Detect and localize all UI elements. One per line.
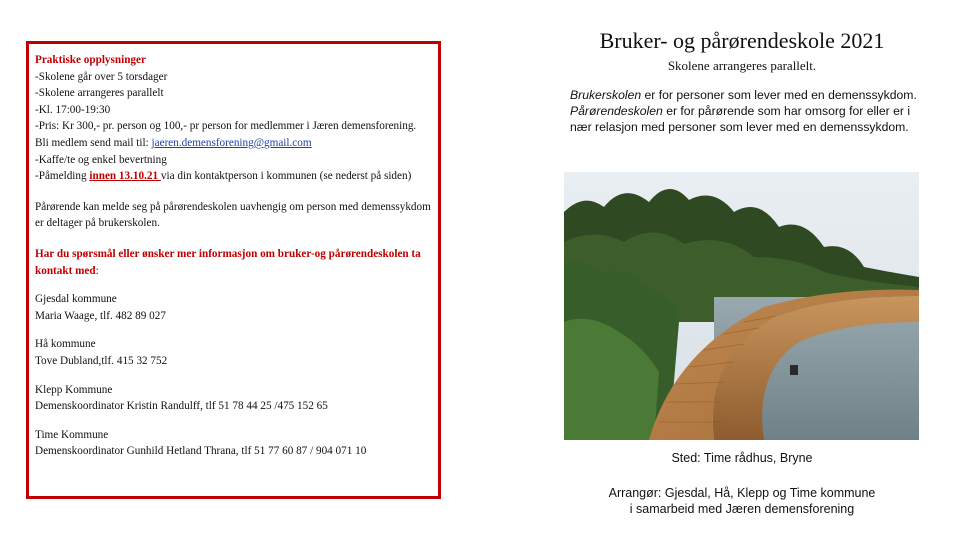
brukerskolen-text: er for personer som lever med en demenssykdom. bbox=[641, 88, 917, 102]
organizers-line: Arrangør: Gjesdal, Hå, Klepp og Time kommune bbox=[608, 486, 876, 500]
signup-deadline: innen 13.10.21 bbox=[89, 170, 161, 183]
parorendeskolen-text: er for pårørende som har omsorg for eller er i nær relasjon med personer som lever med en demenssykdom. bbox=[570, 103, 911, 134]
page-title: Bruker- og pårørendeskole 2021 bbox=[599, 28, 885, 53]
organizers-line: i samarbeid med Jæren demensforening bbox=[629, 502, 855, 516]
practical-info-heading: Praktiske opplysninger bbox=[35, 54, 146, 66]
questions-heading-line bbox=[35, 246, 432, 279]
contact-municipality: Gjesdal kommune bbox=[35, 293, 117, 306]
contact-person: Demenskoordinator Gunhild Hetland Thrana, tlf 51 77 60 87 / 904 071 10 bbox=[35, 445, 367, 458]
page-subtitle: Skolene arrangeres parallelt. bbox=[667, 58, 817, 73]
questions-colon: : bbox=[95, 264, 99, 277]
signup-line bbox=[35, 168, 432, 185]
membership-email-link[interactable]: jaeren.demensforening@gmail.com bbox=[151, 136, 312, 149]
brukerskolen-term: Brukerskolen bbox=[570, 88, 642, 102]
contact-person: Demenskoordinator Kristin Randulff, tlf 51 78 44 25 /475 152 65 bbox=[35, 400, 328, 413]
signup-prefix: -Påmelding bbox=[35, 170, 90, 183]
parorendeskolen-term: Pårørendeskolen bbox=[570, 103, 663, 118]
contact-municipality: Hå kommune bbox=[35, 338, 96, 351]
contact-person: Tove Dubland,tlf. 415 32 752 bbox=[35, 354, 168, 367]
boardwalk-illustration bbox=[564, 172, 919, 440]
contact-municipality: Time Kommune bbox=[35, 428, 109, 441]
info-line: -Pris: Kr 300,- pr. person og 100,- pr person for medlemmer i Jæren demensforening. bbox=[35, 120, 417, 133]
membership-prefix: Bli medlem send mail til: bbox=[35, 136, 152, 149]
info-line: -Skolene går over 5 torsdager bbox=[35, 70, 168, 83]
info-line: -Skolene arrangeres parallelt bbox=[35, 87, 164, 100]
contact-municipality: Klepp Kommune bbox=[35, 383, 113, 396]
info-line: -Kl. 17:00-19:30 bbox=[35, 103, 111, 116]
school-description bbox=[570, 88, 920, 135]
boardwalk-photo bbox=[564, 172, 919, 440]
catering-line: -Kaffe/te og enkel bevertning bbox=[35, 153, 167, 166]
questions-heading: Har du spørsmål eller ønsker mer informasjon om bruker-og pårørendeskolen ta kontakt med bbox=[35, 247, 421, 277]
contact-person: Maria Waage, tlf. 482 89 027 bbox=[35, 309, 166, 322]
relatives-note: Pårørende kan melde seg på pårørendeskolen uavhengig om person med demenssykdom er deltager på brukerskolen. bbox=[35, 200, 431, 230]
practical-info-box bbox=[26, 41, 441, 499]
location-text: Sted: Time rådhus, Bryne bbox=[671, 451, 813, 465]
membership-line bbox=[35, 135, 432, 152]
signup-suffix: via din kontaktperson i kommunen (se nederst på siden) bbox=[160, 170, 412, 183]
organizers-text bbox=[540, 485, 944, 517]
